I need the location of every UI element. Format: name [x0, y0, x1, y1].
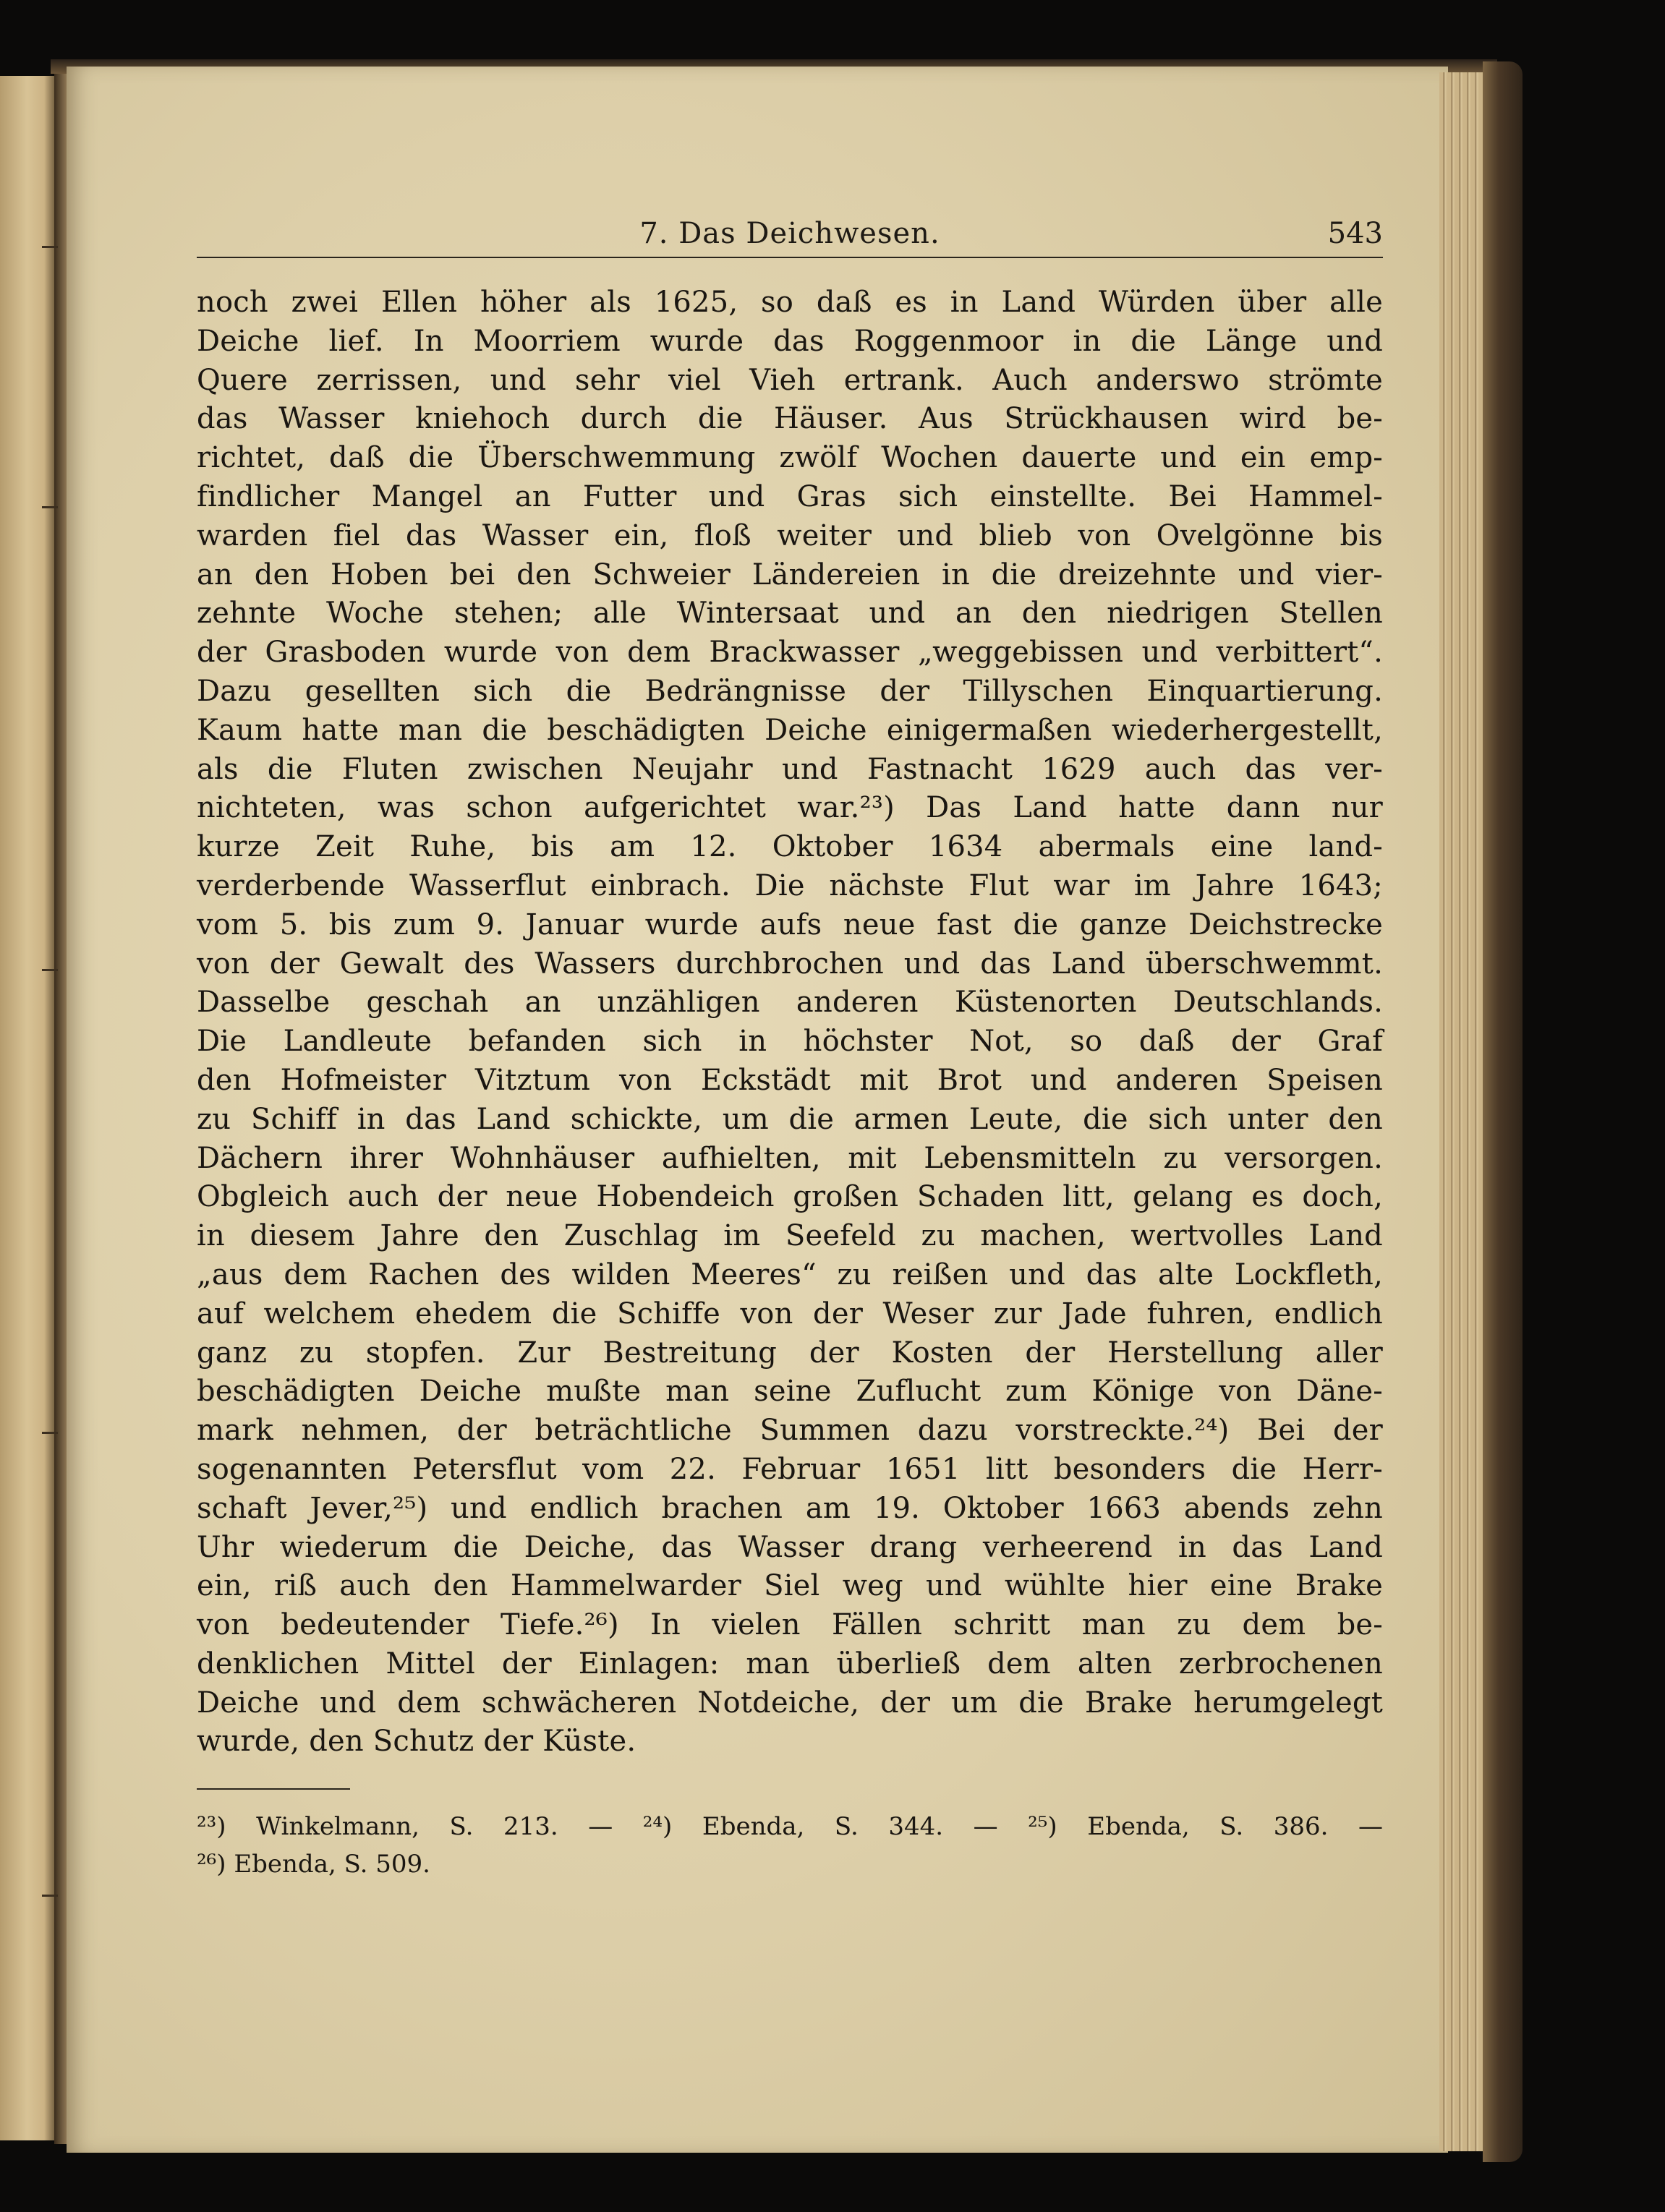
- text-line: richtet, daß die Überschwemmung zwölf Wochen dauerte und ein emp-: [197, 441, 1383, 475]
- text-line: Uhr wiederum die Deiche, das Wasser drang verheerend in das Land: [197, 1530, 1383, 1564]
- footnote-rule: [197, 1788, 350, 1790]
- binding-stitch: [42, 969, 58, 971]
- text-line: als die Fluten zwischen Neujahr und Fastnacht 1629 auch das ver-: [197, 752, 1383, 786]
- chapter-title: 7. Das Deichwesen.: [639, 217, 940, 250]
- text-line: den Hofmeister Vitztum von Eckstädt mit Brot und anderen Speisen: [197, 1063, 1383, 1097]
- text-line: von der Gewalt des Wassers durchbrochen und das Land überschwemmt.: [197, 947, 1383, 981]
- text-line: Deiche und dem schwächeren Notdeiche, der um die Brake herumgelegt: [197, 1686, 1383, 1720]
- text-line: wurde, den Schutz der Küste.: [197, 1725, 636, 1759]
- text-line: zu Schiff in das Land schickte, um die armen Leute, die sich unter den: [197, 1102, 1383, 1136]
- text-line: Dasselbe geschah an unzähligen anderen Küstenorten Deutschlands.: [197, 986, 1383, 1020]
- binding-stitch: [42, 246, 58, 248]
- text-line: mark nehmen, der beträchtliche Summen dazu vorstreckte.²⁴) Bei der: [197, 1414, 1383, 1448]
- text-line: Dächern ihrer Wohnhäuser aufhielten, mit Lebensmitteln zu versorgen.: [197, 1141, 1383, 1175]
- text-line: sogenannten Petersflut vom 22. Februar 1651 litt besonders die Herr-: [197, 1452, 1383, 1486]
- binding-stitch: [42, 1895, 58, 1897]
- page-edges: [1439, 72, 1485, 2151]
- left-page-edge: [0, 76, 54, 2140]
- text-line: beschädigten Deiche mußte man seine Zuflucht zum Könige von Däne-: [197, 1375, 1383, 1409]
- text-line: das Wasser kniehoch durch die Häuser. Aus Strückhausen wird be-: [197, 402, 1383, 436]
- binding-stitch: [42, 506, 58, 508]
- text-line: der Grasboden wurde von dem Brackwasser „weggebissen und verbittert“.: [197, 636, 1383, 670]
- book-cover-edge: [1483, 61, 1523, 2162]
- footnote-line: ²⁶) Ebenda, S. 509.: [197, 1850, 430, 1879]
- text-line: Kaum hatte man die beschädigten Deiche einigermaßen wiederhergestellt,: [197, 713, 1383, 747]
- text-line: ein, riß auch den Hammelwarder Siel weg und wühlte hier eine Brake: [197, 1569, 1383, 1603]
- text-line: Deiche lief. In Moorriem wurde das Roggenmoor in die Länge und: [197, 324, 1383, 358]
- text-line: noch zwei Ellen höher als 1625, so daß es in Land Würden über alle: [197, 286, 1383, 319]
- text-line: „aus dem Rachen des wilden Meeres“ zu reißen und das alte Lockfleth,: [197, 1257, 1383, 1291]
- footnote-line: ²³) Winkelmann, S. 213. — ²⁴) Ebenda, S. 344. — ²⁵) Ebenda, S. 386. —: [197, 1812, 1383, 1841]
- text-line: vom 5. bis zum 9. Januar wurde aufs neue fast die ganze Deichstrecke: [197, 908, 1383, 941]
- binding-stitch: [42, 1432, 58, 1434]
- text-line: ganz zu stopfen. Zur Bestreitung der Kosten der Herstellung aller: [197, 1336, 1383, 1370]
- text-line: kurze Zeit Ruhe, bis am 12. Oktober 1634 abermals eine land-: [197, 830, 1383, 864]
- text-line: auf welchem ehedem die Schiffe von der Weser zur Jade fuhren, endlich: [197, 1297, 1383, 1331]
- text-line: warden fiel das Wasser ein, floß weiter und blieb von Ovelgönne bis: [197, 518, 1383, 552]
- footnotes: [197, 1808, 1383, 1883]
- text-line: schaft Jever,²⁵) und endlich brachen am 19. Oktober 1663 abends zehn: [197, 1491, 1383, 1525]
- text-line: Dazu gesellten sich die Bedrängnisse der Tillyschen Einquartierung.: [197, 674, 1383, 708]
- text-line: in diesem Jahre den Zuschlag im Seefeld zu machen, wertvolles Land: [197, 1219, 1383, 1253]
- body-text: [197, 283, 1383, 1762]
- text-line: findlicher Mangel an Futter und Gras sich einstellte. Bei Hammel-: [197, 479, 1383, 513]
- page-number: 543: [1327, 217, 1383, 250]
- text-line: zehnte Woche stehen; alle Wintersaat und an den niedrigen Stellen: [197, 597, 1383, 631]
- text-line: Obgleich auch der neue Hobendeich großen Schaden litt, gelang es doch,: [197, 1180, 1383, 1214]
- text-line: Quere zerrissen, und sehr viel Vieh ertrank. Auch anderswo strömte: [197, 363, 1383, 397]
- text-line: von bedeutender Tiefe.²⁶) In vielen Fällen schritt man zu dem be-: [197, 1608, 1383, 1642]
- text-line: verderbende Wasserflut einbrach. Die nächste Flut war im Jahre 1643;: [197, 868, 1383, 902]
- running-header: [197, 214, 1383, 257]
- text-line: an den Hoben bei den Schweier Ländereien in die dreizehnte und vier-: [197, 558, 1383, 592]
- text-line: denklichen Mittel der Einlagen: man überließ dem alten zerbrochenen: [197, 1647, 1383, 1681]
- header-rule: [197, 257, 1383, 258]
- text-line: nichteten, was schon aufgerichtet war.²³) Das Land hatte dann nur: [197, 791, 1383, 825]
- text-line: Die Landleute befanden sich in höchster Not, so daß der Graf: [197, 1025, 1383, 1059]
